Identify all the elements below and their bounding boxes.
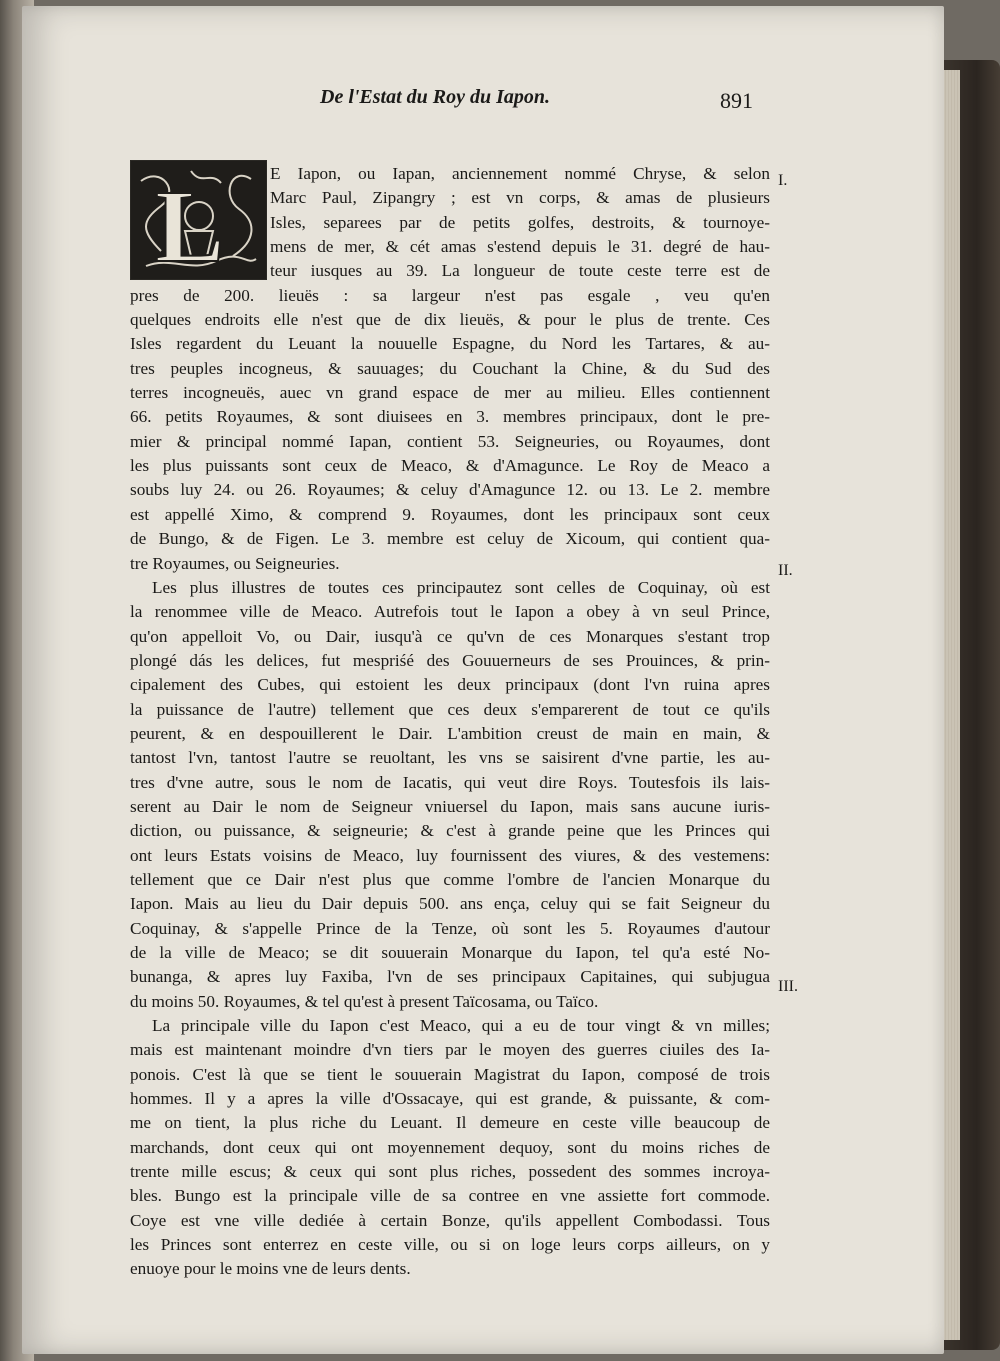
text-line: Coquinay, & s'appelle Prince de la Tenze, où sont les 5. Royaumes d'autour [130, 918, 770, 938]
text-line: ont leurs Estats voisins de Meaco, luy fournissent des viures, & des vestemens: [130, 845, 770, 865]
text-line: me on tient, la plus riche du Leuant. Il demeure en ceste ville beaucoup de [130, 1113, 770, 1133]
text-line: est appellé Ximo, & comprend 9. Royaumes, dont les principaux sont ceux [130, 504, 770, 524]
text-line: marchands, dont ceux qui ont moyennement dequoy, sont du moins riches de [130, 1137, 770, 1157]
text-line: mais est maintenant moindre d'vn tiers par le moyen des guerres ciuiles des Ia- [130, 1040, 770, 1060]
text-line: trente mille escus; & ceux qui sont plus riches, possedent des sommes incroya- [130, 1162, 770, 1182]
text-line: tantost l'vn, tantost l'autre se reuoltant, les vns se saisirent d'vne partie, les au- [130, 748, 770, 768]
text-line: les Princes sont enterrez en ceste ville, ou si on loge leurs corps ailleurs, on y [130, 1235, 770, 1255]
text-line: serent au Dair le nom de Seigneur vniuersel du Iapon, mais sans aucune iuris- [130, 796, 770, 816]
text-line: Les plus illustres de toutes ces principautez sont celles de Coquinay, où est [152, 577, 770, 597]
text-line: Iapon. Mais au lieu du Dair depuis 500. ans ença, celuy qui se fait Seigneur du [130, 894, 770, 914]
text-line: plongé dás les delices, fut mespriśé des Gouuerneurs de ses Prouinces, & prin- [130, 650, 770, 670]
text-line: Coye est vne ville dediée à certain Bonze, qu'ils appellent Combodassi. Tous [130, 1210, 770, 1230]
text-line: du moins 50. Royaumes, & tel qu'est à present Taïcosama, ou Taïco. [130, 991, 599, 1011]
margin-number-1: I. [778, 172, 788, 189]
paragraph-2 [130, 576, 770, 1014]
text-line: Isles regardent du Leuant la nouuelle Espagne, du Nord les Tartares, & au- [130, 334, 770, 354]
text-line: La principale ville du Iapon c'est Meaco, qui a eu de tour vingt & vn milles; [152, 1016, 770, 1036]
text-line: enuoye pour le moins vne de leurs dents. [130, 1259, 411, 1279]
text-line: tellement que ce Dair n'est plus que comme l'ombre de l'ancien Monarque du [130, 869, 770, 889]
page-number: 891 [720, 88, 753, 113]
text-line: teur iusques au 39. La longueur de toute ceste terre est de [270, 261, 770, 281]
text-line: la renommee ville de Meaco. Autrefois tout le Iapon a obey à vn seul Prince, [130, 602, 770, 622]
body-text [130, 162, 770, 1282]
paragraph-3 [130, 1014, 770, 1282]
text-line: soubs luy 24. ou 26. Royaumes; & celuy d'Amagunce 12. ou 13. Le 2. membre [130, 480, 770, 500]
text-line: de Bungo, & de Figen. Le 3. membre est celuy de Xicoum, qui contient qua- [130, 529, 770, 549]
text-line: Isles, separees par de petits golfes, destroits, & tournoye- [270, 212, 770, 232]
text-line: ponois. C'est là que se tient le souuerain Magistrat du Iapon, composé de trois [130, 1064, 770, 1084]
paragraph-1 [130, 162, 770, 576]
text-line: peurent, & en despouillerent le Dair. L'ambition creust de main en main, & [130, 723, 770, 743]
text-line: tres d'vne autre, sous le nom de Iacatis, qui veut dire Roys. Toutesfois ils lais- [130, 772, 770, 792]
text-line: diction, ou puissance, & seigneurie; & c'est à grande peine que les Princes qui [130, 821, 770, 841]
text-line: E Iapon, ou Iapan, anciennement nommé Chryse, & selon [270, 164, 770, 183]
text-line: les plus puissants sont ceux de Meaco, & d'Amagunce. Le Roy de Meaco a [130, 456, 770, 476]
text-line: bles. Bungo est la principale ville de sa contree en vne assiette fort commode. [130, 1186, 770, 1206]
text-line: bunanga, & apres luy Faxiba, l'vn de ses principaux Capitaines, qui subjugua [130, 967, 770, 987]
initial-letter: L [155, 169, 225, 279]
text-line: terres incogneuës, auec vn grand espace de mer au milieu. Elles contiennent [130, 383, 770, 403]
text-line: tres peuples incogneus, & sauuages; du Couchant la Chine, & du Sud des [130, 358, 770, 378]
margin-number-2: II. [778, 562, 793, 579]
text-line: de la ville de Meaco; se dit souuerain Monarque du Iapon, tel qu'a esté No- [130, 943, 770, 962]
text-line: la puissance de l'autre) tellement que ces deux s'emparerent de tout ce qu'ils [130, 699, 770, 719]
text-line: mens de mer, & cét amas s'estend depuis le 31. degré de hau- [270, 237, 770, 257]
text-line: 66. petits Royaumes, & sont diuisees en 3. membres principaux, dont le pre- [130, 407, 770, 427]
text-line: quelques endroits elle n'est que de dix lieuës, & pour le plus de trente. Ces [130, 310, 770, 330]
text-line: Marc Paul, Zipangry ; est vn corps, & amas de plusieurs [270, 188, 770, 208]
margin-number-3: III. [778, 978, 798, 995]
text-line: pres de 200. lieuës : sa largeur n'est pas esgale , veu qu'en [130, 285, 770, 305]
running-title: De l'Estat du Roy du Iapon. [320, 86, 551, 108]
text-line: qu'on appelloit Vo, ou Dair, iusqu'à ce qu'vn de ces Monarques s'estant trop [130, 626, 770, 646]
text-line: hommes. Il y a apres la ville d'Ossacaye, qui est grande, & puissante, & com- [130, 1089, 770, 1109]
text-line: tre Royaumes, ou Seigneuries. [130, 553, 340, 573]
text-line: mier & principal nommé Iapan, contient 53. Seigneuries, ou Royaumes, dont [130, 431, 770, 451]
text-line: cipalement des Cubes, qui estoient les deux principaux (dont l'vn ruina apres [130, 675, 770, 695]
page-header [300, 82, 820, 122]
